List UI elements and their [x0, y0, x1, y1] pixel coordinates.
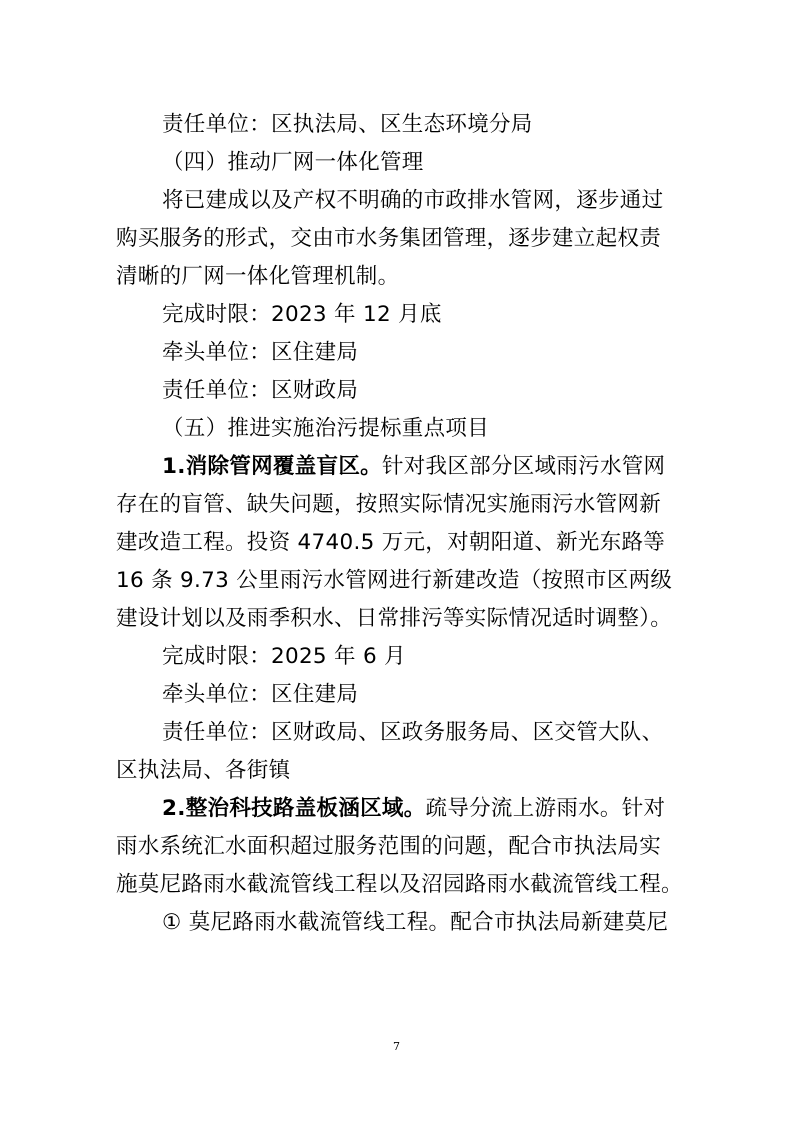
text-line: 建设计划以及雨季积水、日常排污等实际情况适时调整）。 [116, 606, 673, 631]
deadline-line: 完成时限：2025 年 6 月 [162, 644, 406, 669]
text-line: 施莫尼路雨水截流管线工程以及沼园路雨水截流管线工程。 [116, 872, 683, 897]
text-line: 雨水系统汇水面积超过服务范围的问题，配合市执法局实 [116, 834, 662, 859]
text-line: 存在的盲管、缺失问题，按照实际情况实施雨污水管网新 [116, 492, 662, 517]
item-heading: 1.消除管网覆盖盲区。 [162, 454, 382, 479]
text-line [116, 790, 676, 828]
text-line: 将已建成以及产权不明确的市政排水管网，逐步通过 [162, 188, 664, 213]
item-text: 针对我区部分区域雨污水管网 [381, 454, 666, 479]
deadline-line: 完成时限：2023 年 12 月底 [162, 302, 442, 327]
lead-unit-line: 牵头单位：区住建局 [162, 340, 359, 365]
lead-unit-line: 牵头单位：区住建局 [162, 682, 359, 707]
text-line: 购买服务的形式，交由市水务集团管理，逐步建立起权责 [116, 226, 662, 251]
section-heading: （四）推动厂网一体化管理 [162, 150, 424, 175]
item-text: 疏导分流上游雨水。针对 [425, 796, 666, 821]
section-heading: （五）推进实施治污提标重点项目 [162, 416, 490, 441]
responsible-unit-line: 责任单位：区财政局 [162, 378, 359, 403]
document-body [116, 106, 683, 942]
text-line: 16 条 9.73 公里雨污水管网进行新建改造（按照市区两级 [116, 568, 673, 593]
page-number: 7 [393, 1040, 400, 1053]
text-line: 责任单位：区执法局、区生态环境分局 [162, 112, 533, 137]
responsible-unit-line: 责任单位：区财政局、区政务服务局、区交管大队、 [162, 720, 664, 745]
text-line [116, 448, 676, 486]
text-line: 建改造工程。投资 4740.5 万元，对朝阳道、新光东路等 [116, 530, 666, 555]
text-line: ① 莫尼路雨水截流管线工程。配合市执法局新建莫尼 [162, 910, 669, 935]
item-heading: 2.整治科技路盖板涵区域。 [162, 796, 426, 821]
text-line: 区执法局、各街镇 [116, 758, 291, 783]
text-line: 清晰的厂网一体化管理机制。 [116, 264, 400, 289]
